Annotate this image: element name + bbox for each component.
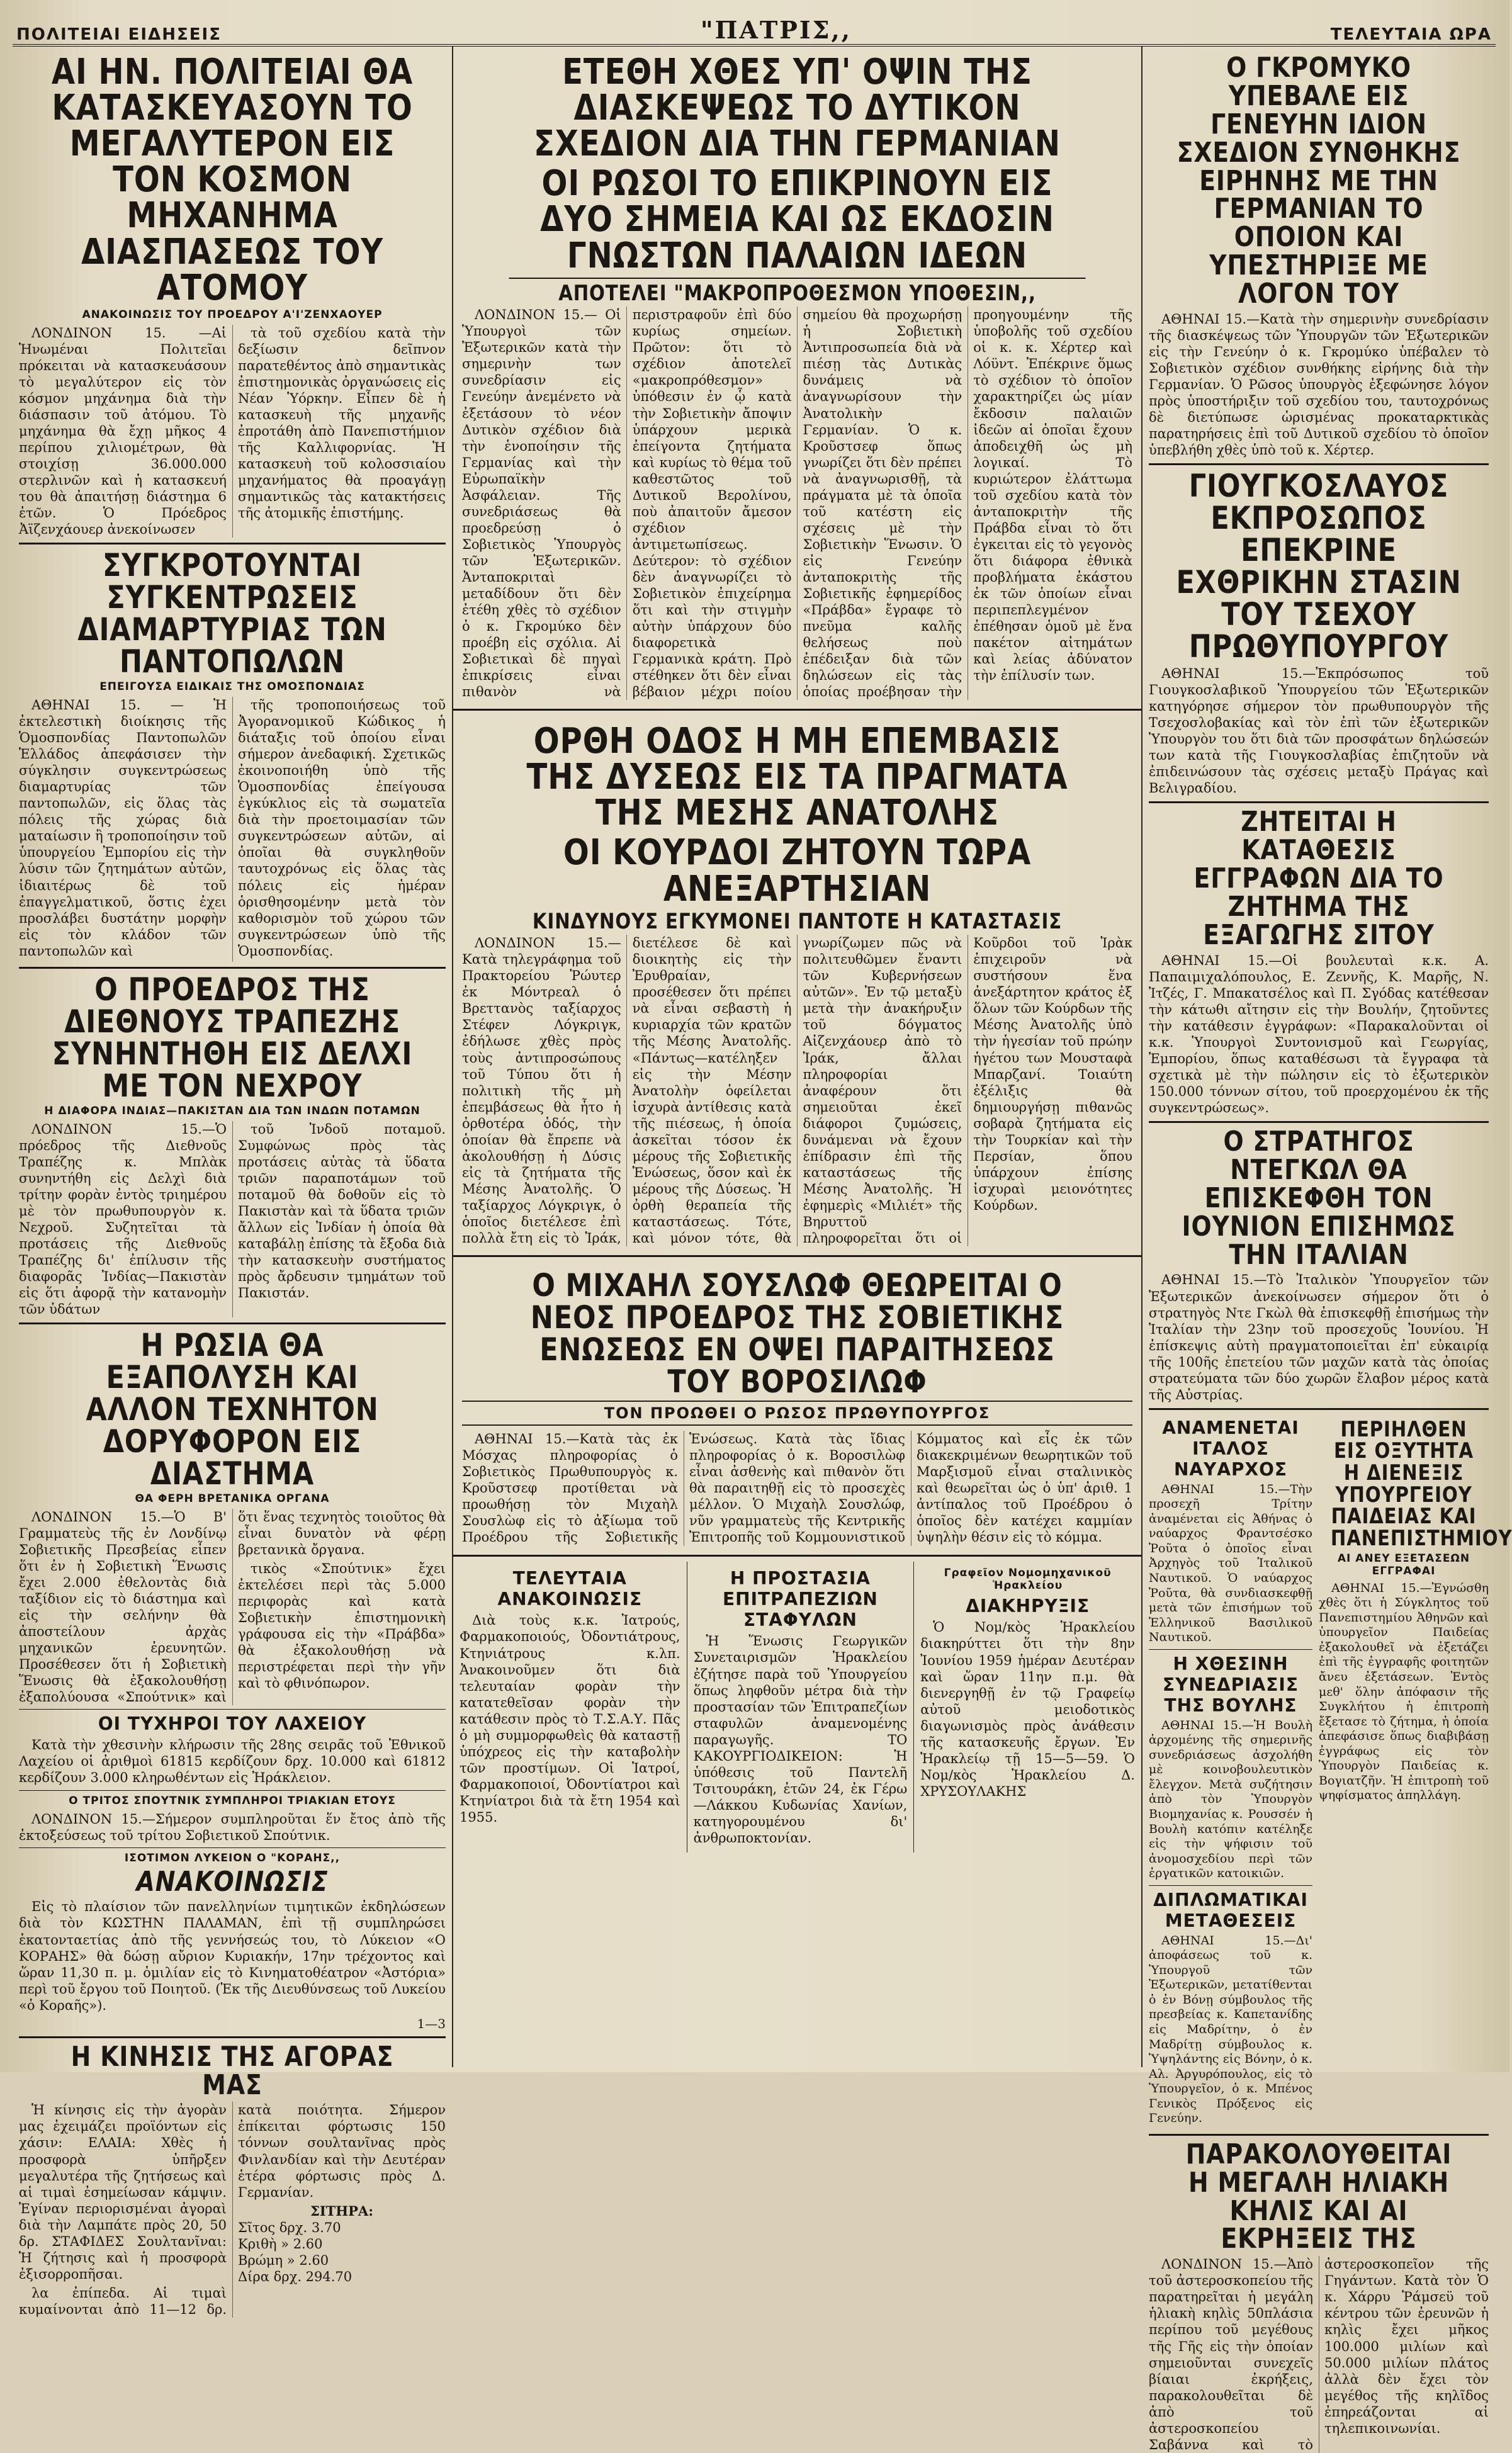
article-headline: ΟΙ ΡΩΣΟΙ ΤΟ ΕΠΙΚΡΙΝΟΥΝ ΕΙΣ ΔΥΟ ΣΗΜΕΙΑ ΚΑΙ ΩΣ ΕΚΔΟΣΙΝ ΓΝΩΣΤΩΝ ΠΑΛΑΙΩΝ ΙΔΕΩΝ xyxy=(540,163,1054,276)
article-headline: Η ΚΙΝΗΣΙΣ ΤΗΣ ΑΓΟΡΑΣ ΜΑΣ xyxy=(71,2040,394,2101)
article-headline: ΟΡΘΗ ΟΔΟΣ Η ΜΗ ΕΠΕΜΒΑΣΙΣ ΤΗΣ ΔΥΣΕΩΣ ΕΙΣ ΤΑ ΠΡΑΓΜΑΤΑ ΤΗΣ ΜΕΣΗΣ ΑΝΑΤΟΛΗΣ xyxy=(526,721,1068,834)
article-university xyxy=(1319,1416,1512,1803)
article-headline: Ο ΜΙΧΑΗΛ ΣΟΥΣΛΩΦ ΘΕΩΡΕΙΤΑΙ Ο ΝΕΟΣ ΠΡΟΕΔΡΟΣ ΤΗΣ ΣΟΒΙΕΤΙΚΗΣ ΕΝΩΣΕΩΣ ΕΝ ΟΨΕΙ ΠΑΡΑΙΤΗΣΕΩΣ ΤΟΥ ΒΟΡΟΣΙΛΩΦ xyxy=(530,1266,1064,1400)
brief-body xyxy=(694,1633,908,1846)
article-headline: ΠΕΡΙΗΛΘΕΝ ΕΙΣ ΟΞΥΤΗΤΑ Η ΔΙΕΝΕΞΙΣ ΥΠΟΥΡΓΕΙΟΥ ΠΑΙΔΕΙΑΣ ΚΑΙ ΠΑΝΕΠΙΣΤΗΜΙΟΥ xyxy=(1330,1416,1512,1552)
article-market xyxy=(19,2040,446,2318)
article-gromyko xyxy=(1149,54,1489,458)
article-body xyxy=(1149,1718,1312,1881)
article-body xyxy=(19,2102,446,2317)
article-body xyxy=(19,697,446,962)
paragraph: τικὸς «Σπούτνικ» ἔχει ἐκτελέσει περὶ τὰς 5.000 περιφορὰς καὶ κατὰ Σοβιετικὴν ἐπιστημονικὴ γράφουσα εἰς τὴν «Πράβδα» θὰ ἐξακολουθήσῃ νὰ περιστρέφεται περὶ τὴν γῆν καὶ τὸ φθινόπωρον. xyxy=(238,1561,446,1691)
article-body xyxy=(19,1737,446,1786)
article-headline: ΣΥΓΚΡΟΤΟΥΝΤΑΙ ΣΥΓΚΕΝΤΡΩΣΕΙΣ ΔΙΑΜΑΡΤΥΡΙΑΣ ΤΩΝ ΠΑΝΤΟΠΩΛΩΝ xyxy=(77,547,387,680)
paragraph: ΑΘΗΝΑΙ 15.—Ἡ Βουλὴ ἀρχομένης τῆς σημερινῆς συνεδριάσεως ἀσχολήθη μὲ κοινοβουλευτικὸν ἔλεγχον. Μετὰ συζήτησιν ἀπὸ τὸν Ὑπουργὸν Βιομηχανίας κ. Ρουσσέν ἡ Βουλὴ κατόπιν κατέληξε εἰς τὴν ψήφισιν τοῦ ἀνομοσχεδίου περὶ τῶν ἐργατικῶν κατοικιῶν. xyxy=(1149,1718,1312,1881)
paragraph: ΑΘΗΝΑΙ 15.—Τὸ Ἰταλικὸν Ὑπουργεῖον τῶν Ἐξωτερικῶν ἀνεκοίνωσεν σήμερον ὅτι ὁ στρατηγὸς Ντε Γκὼλ θὰ ἐπισκεφθῇ ἐπισήμως τὴν Ἰταλίαν τὴν 23ην τοῦ προσεχοῦς Ἰουνίου. Ἡ ἐπίσκεψις αὐτὴ πραγματοποιεῖται ἐπ' εὐκαιρίᾳ τῆς 100ῆς ἐπετείου τῶν μαχῶν κατὰ τὰς ὁποίας στρατεύματα τῶν δύο χωρῶν ἔλαβον μέρος κατὰ τῆς Αὐστρίας. xyxy=(1149,1272,1489,1402)
article-body xyxy=(462,1431,1132,1547)
article-headline: ΑΙ ΗΝ. ΠΟΛΙΤΕΙΑΙ ΘΑ ΚΑΤΑΣΚΕΥΑΣΟΥΝ ΤΟ ΜΕΓΑΛΥΤΕΡΟΝ ΕΙΣ ΤΟΝ ΚΟΣΜΟΝ ΜΗΧΑΝΗΜΑ ΔΙΑΣΠΑΣΕΩΣ ΤΟΥ ΑΤΟΜΟΥ xyxy=(51,52,414,308)
paragraph: ΑΘΗΝΑΙ 15.—Ἐκπρόσωπος τοῦ Γιουγκοσλαβικοῦ Ὑπουργείου τῶν Ἐξωτερικῶν κατηγόρησε σήμερον τὸν πρωθυπουργὸν τῆς Τσεχοσλοβακίας καὶ τὸν ἐπὶ τῶν ἐξωτερικῶν Ὑπουργὸν του ὅτι διὰ τῶν προσφάτων δηλώσεών των κατὰ τῆς Γιουγκοσλαβίας ἐπιζητοῦν νὰ ἐπιδεινώσουν τὰς σχέσεις μεταξὺ Πράγας καὶ Βελιγραδίου. xyxy=(1149,666,1489,796)
article-suslov xyxy=(453,1262,1141,1550)
article-parliament xyxy=(1149,1654,1312,1881)
paragraph: ΑΘΗΝΑΙ 15.—Δι' ἀποφάσεως τοῦ κ. Ὑπουργοῦ τῶν Ἐξωτερικῶν, μετατίθενται ὁ ἐν Βόνῃ σύμβουλος τῆς πρεσβείας κ. Καπετανίδης εἰς Μαδρίτην, ὁ ἐν Μαδρίτῃ σύμβουλος κ. Ὑψηλάντης εἰς Βόνην, ὁ κ. Αλ. Ἀργυρόπουλος, εἰς τὸ Ὑπουργεῖον, ὁ κ. Μπένος Γενικὸς Πρόξενος εἰς Γενεύην. xyxy=(1149,1933,1312,2126)
paragraph: Ἡ Ἕνωσις Γεωργικῶν Συνεταιρισμῶν Ἡρακλείου ἐζήτησε παρὰ τοῦ Ὑπουργείου ὅπως ληφθοῦν μέτρα διὰ τὴν προστασίαν τῶν Ἐπιτραπεζίων σταφυλῶν ἀναμενομένης παραγωγῆς. ΤΟ ΚΑΚΟΥΡΓΙΟΔΙΚΕΙΟΝ: Ἡ ὑπόθεσις τοῦ Παντελῆ Τσιτουράκη, ἐτῶν 24, ἐκ Γέρω—Λάκκου Κυδωνίας Χανίων, κατηγορουμένου δι' ἀνθρωποκτονίαν. xyxy=(693,1633,908,1846)
article-body xyxy=(462,935,1132,1246)
paragraph: τὰ τοῦ σχεδίου κατὰ τὴν δεξίωσιν δεῖπνον παρατεθέντος ἀπὸ σημαντικὰς ἐπιστημονικὰς ὀργανώσεις εἰς Νέαν Ὑόρκην. Εἶπεν δὲ ἡ κατασκευὴ τῆς μηχανῆς ἐπροτάθη ἀπὸ Πανεπιστήμιον τῆς Καλλιφορνίας. Ἡ κατασκευὴ τοῦ κολοσσιαίου μηχανήματος θὰ προαγάγῃ σημαντικῶς τὰς κατακτήσεις τῆς ἀτομικῆς ἐπιστήμης. xyxy=(238,325,446,521)
paragraph: λα ἐπίπεδα. Αἱ τιμαὶ κυμαίνονται ἀπὸ 11—12 δρ. κατὰ ποιότητα. Σήμερον ἐπίκειται φόρτωσις 150 τόννων σουλτανῖνας πρὸς Φινλανδίαν καὶ τὴν Δευτέραν ἑτέρα φόρτωσις πρὸς Δ. Γερμανίαν. xyxy=(19,2102,446,2317)
article-body xyxy=(1149,952,1489,1116)
paragraph: Διὰ τοὺς κ.κ. Ἰατρούς, Φαρμακοποιούς, Ὀδοντιάτρους, Κτηνιάτρους κ.λπ. Ἀνακοινοῦμεν ὅτι διὰ τελευταίαν φορὰν τὴν κατατεθεῖσαν φορὰν τὴν κατάθεσιν πρὸς τὸ Τ.Σ.Α.Υ. Πᾶς ὁ μὴ συμμορφωθεὶς θὰ καταστῇ ὑπόχρεος εἰς τὴν καταβολὴν τῶν προστίμων. Οἱ Ἰατροί, Φαρμακοποιοί, Ὀδοντίατροι καὶ Κτηνίατροι διὰ τὰ ἔτη 1954 καὶ 1955. xyxy=(460,1613,680,1825)
paragraph: ΛΟΝΔΙΝΟΝ 15.—Σήμερον συμπληροῦται ἕν ἔτος ἀπὸ τῆς ἐκτοξεύσεως τοῦ τρίτου Σοβιετικοῦ Σπούτνικ. xyxy=(19,1811,446,1843)
paragraph: Εἰς τὸ πλαίσιον τῶν πανελληνίων τιμητικῶν ἐκδηλώσεων διὰ τὸν ΚΩΣΤΗΝ ΠΑΛΑΜΑΝ, ἐπὶ τῇ συμπληρώσει ἑκατονταετίας ἀπὸ τῆς γεννήσεώς του, τὸ Λύκειον «Ο ΚΟΡΑΗΣ» θὰ δώσῃ αὔριον Κυριακήν, 17ην τρέχοντος καὶ ὥραν 11,30 π. μ. ὁμιλίαν εἰς τὸ Κινηματοθέατρον «Ἀστόρια» περὶ τοῦ ἔργου τοῦ Ποιητοῦ. (Ἐκ τῆς Διευθύνσεως τοῦ Λυκείου «ὁ Κοραῆς»). xyxy=(19,1899,446,2013)
right-split-right xyxy=(1319,1415,1512,2129)
article-headline: ΑΝΑΜΕΝΕΤΑΙ ΙΤΑΛΟΣ ΝΑΥΑΡΧΟΣ xyxy=(1162,1417,1299,1480)
article-yugoslav xyxy=(1149,470,1489,796)
paragraph: ΑΘΗΝΑΙ 15.—Κατὰ τὴν σημερινὴν συνεδρίασιν τῆς διασκέψεως τῶν Ὑπουργῶν τῶν Ἐξωτερικῶν εἰς τὴν Γενεύην ὁ κ. Γκρομύκο ὑπέβαλεν τὸ Σοβιετικὸν σχέδιον συνθήκης εἰρήνης διὰ τὴν Γερμανίαν. Ὁ Ρῶσος ὑπουργὸς ἐξεφώνησε λόγον πρὸς ὑποστήριξιν τοῦ σχεδίου του, ταυτοχρόνως δὲ διετύπωσε ὡρισμένας προκαταρκτικὰς παρατηρήσεις ἐπὶ τοῦ Δυτικοῦ σχεδίου τὸ ὁποῖον ὑπεβλήθη χθὲς ὑπὸ τοῦ κ. Χέρτερ. xyxy=(1149,311,1489,458)
article-kicker: ΑΝΑΚΟΙΝΩΣΙΣ ΤΟΥ ΠΡΟΕΔΡΟΥ Α'Ι'ΖΕΝΧΑΟΥΕΡ xyxy=(82,308,383,321)
article-headline: Ο ΠΡΟΕΔΡΟΣ ΤΗΣ ΔΙΕΘΝΟΥΣ ΤΡΑΠΕΖΗΣ ΣΥΝΗΝΤΗΘΗ ΕΙΣ ΔΕΛΧΙ ΜΕ ΤΟΝ ΝΕΧΡΟΥ xyxy=(52,971,413,1104)
paragraph: Ἡ κίνησις εἰς τὴν ἀγορὰν μας ἐχειμάζει προϊόντων εἰς χάσιν: ΕΛΑΙΑ: Χθὲς ἡ προσφορὰ ὑπῆρξεν μεγαλυτέρα τῆς ζητήσεως καὶ αἱ τιμαὶ ἐσημείωσαν κάμψιν. Ἐγίναν περιορισμέναι ἀγοραὶ διὰ τὴν Λαμπάτε πρὸς 20, 50 δρ. ΣΤΑΦΙΔΕΣ Σουλτανῖναι: Ἡ ζήτησις καὶ ἡ προσφορὰ ἐξισορροπῆσαι. xyxy=(19,2102,227,2282)
article-body xyxy=(19,1898,446,2013)
paragraph: ΑΘΗΝΑΙ 15.—Ἐγνώσθη χθὲς ὅτι ἡ Σύγκλητος τοῦ Πανεπιστημίου Ἀθηνῶν καὶ ὑπουργεῖον Παιδείας ἐξακολουθεῖ νὰ ἐξετάζει ἐπὶ τῆς ἐγγραφῆς φοιτητῶν ἄνευ ἐξετάσεων. Ἐντὸς μεθ' ὅλην ἀπόφασιν τῆς Συγκλήτου ἡ ἐπιτροπὴ ἔξετασε τὸ ζήτημα, ἡ ὁποία ἀπεφάσισε ὅπως διαβιβάσῃ ἐγγράφως εἰς τὸν Ὑπουργὸν Παιδείας κ. Βογιατζῆν. Ἡ ἐπιτροπὴ τοῦ ψηφίσματος ἀπηλλάγη. xyxy=(1319,1581,1489,1803)
announcement-label: ΙΣΟΤΙΜΟΝ ΛΥΚΕΙΟΝ Ο "ΚΟΡΑΗΣ,, xyxy=(124,1851,341,1864)
paragraph: ΛΟΝΔΙΝΟΝ 15.— Οἱ Ὑπουργοὶ τῶν Ἐξωτερικῶν κατὰ τὴν σημερινὴν των συνεδρίασιν εἰς Γενεύην ἀνεμένετο νὰ ἐξετάσουν τὸ νέον Δυτικὸν σχέδιον διὰ τὴν ἑνοποίησιν τῆς Γερμανίας καὶ τὴν Εὐρωπαϊκὴν Ἀσφάλειαν. Τῆς συνεδριάσεως θὰ προεδρεύσῃ ὁ Σοβιετικὸς Ὑπουργὸς τῶν Ἐξωτερικῶν. Ἀνταποκριταὶ μεταδίδουν ὅτι δὲν ἐτέθη χθὲς τὸ σχέδιον ὁ κ. Γκρομύκο δὲν προέβη εἰς σχόλια. Αἱ Σοβιετικαὶ δὲ πηγαὶ ἐπικρίσεις εἶναι πιθανὸν νὰ περιστραφοῦν ἐπὶ δύο κυρίως σημείων. Πρῶτον: ὅτι τὸ σχέδιον ἀποτελεῖ «μακροπρόθεσμον» ὑπόθεσιν ἐν ᾧ κατὰ τὴν Σοβιετικὴν ἄποψιν ὑπάρχουν μερικὰ ἐπείγοντα ζητήματα καὶ κυρίως τὸ θέμα τοῦ καθεστῶτος τοῦ Δυτικοῦ Βερολίνου, ποὺ ἀπαιτοῦν ἄμεσον σχέδιον ἀντιμετωπίσεως. Δεύτερον: τὸ σχέδιον δὲν ἀναγνωρίζει τὸ Σοβιετικὸν ἐπιχείρημα ὅτι καὶ τὴν στιγμὴν αὐτὴν ὑπάρχουν δύο διαφορετικὰ Γερμανικὰ κράτη. Πρὸ στέθηκεν ὅτι δὲν εἶναι βέβαιον μέχρι ποίου σημείου θὰ προχωρήσῃ ἡ Σοβιετικὴ Ἀντιπροσωπεία διὰ νὰ πιέσῃ τὰς Δυτικὰς δυνάμεις νὰ ἀναγνωρίσουν τὴν Ἀνατολικὴν Γερμανίαν. Ὁ κ. Κροῦστσεφ ὅπως γνωρίζει ὅτι δὲν πρέπει νὰ ἀναγνωρισθῇ, τὰ πράγματα μὲ τὰ ὁποῖα τοῦ κατέστη εἰς σχέσεις μὲ τὴν Σοβιετικὴν Ἕνωσιν. Ὁ εἰς Γενεύην ἀνταποκριτὴς τῆς Σοβιετικῆς ἐφημερίδος «Πράβδα» ἔγραφε τὸ πνεῦμα καλῆς θελήσεως ποὺ ἐπέδειξαν διὰ τῶν δηλώσεων εἰς τὰς ὁποίας προέβησαν τὴν προηγουμένην τῆς ὑποβολῆς τοῦ σχεδίου οἱ κ. κ. Χέρτερ καὶ Λόϋντ. Ἐπέκρινε ὅμως τὸ σχέδιον τὸ ὁποῖον χαρακτηρίζει ὡς μίαν ἔκδοσιν παλαιῶν ἰδεῶν αἱ ὁποῖαι ἔχουν ἀποδειχθῆ ὡς μὴ λογικαί. Τὸ κυριώτερον ἐλάττωμα τοῦ σχεδίου κατὰ τὸν ἀνταποκριτὴν τῆς Πράβδα εἶναι τὸ ὅτι ἐγκειται εἰς τὸ γεγονὸς ὅτι διάφορα ἐθνικὰ προβλήματα ἑκάστου ἐκ τῶν ὁποίων εἶναι περιπεπλεγμένον ἐπέθησαν ὁμοῦ μὲ ἕνα πακέτον αἰτημάτων καὶ λείας ἀδύνατον τὴν ἐπίλυσίν των. xyxy=(462,307,1132,700)
paragraph: ΛΟΝΔΙΝΟΝ 15.—Ὁ πρόεδρος τῆς Διεθνοῦς Τραπέζης κ. Μπλὰκ συνηντήθη εἰς Δελχὶ διὰ τρίτην φορὰν ἐντὸς τριημέρου μὲ τὸν πρωθυπουργὸν κ. Νεχροῦ. Συζητεῖται τὰ προτάσεις τῆς Διεθνοῦς Τραπέζης δι' ἐπίλυσιν τῆς διαφορᾶς Ἰνδίας—Πακιστὰν εἰς ὅτι ἀφορᾷ τὴν κατανομὴν τῶν ὑδάτων xyxy=(19,1121,227,1317)
brief-kicker: Γραφεῖον Νομομηχανικοῦ Ἡρακλείου xyxy=(944,1567,1112,1593)
article-diplomats xyxy=(1149,1890,1312,2126)
article-kicker: ΑΙ ΑΝΕΥ ΕΞΕΤΑΣΕΩΝ ΕΓΓΡΑΦΑΙ xyxy=(1337,1552,1470,1577)
article-kicker: ΕΠΕΙΓΟΥΣΑ ΕΙΔΙΚΑΙΣ ΤΗΣ ΟΜΟΣΠΟΝΔΙΑΣ xyxy=(99,680,365,694)
grain-row: Σῖτος δρχ. 3.70 xyxy=(238,2219,341,2235)
article-middle-east xyxy=(453,716,1141,1250)
section-title-right: ΤΕΛΕΥΤΑΙΑ ΩΡΑ xyxy=(1330,25,1492,44)
article-body xyxy=(1149,2256,1489,2452)
brief-grapes xyxy=(687,1562,915,1852)
article-body xyxy=(1149,1482,1312,1645)
grain-row: Βρώμη » 2.60 xyxy=(238,2252,329,2268)
brief-headline: ΤΕΛΕΥΤΑΙΑ ΑΝΑΚΟΙΝΩΣΙΣ xyxy=(497,1568,643,1610)
section-title: ΠΟΛΙΤΕΙΑΙ ΕΙΔΗΣΕΙΣ xyxy=(16,25,222,44)
paragraph: ΑΘΗΝΑΙ 15.—Οἱ βουλευταὶ κ.κ. Α. Παπαιμιχαλόπουλος, Ε. Ζεννῆς, Κ. Μαρῆς, Ν. Ἰτζές, Γ. Μπακατσέλος καὶ Π. Σγόδας κατέθεσαν τὴν κάτωθι αἴτησιν εἰς τὴν Βουλήν, ζητοῦντες τὴν κατάθεσιν ἐγγράφων: «Παρακαλοῦνται οἱ κ.κ. Ὑπουργοὶ Συντονισμοῦ καὶ Γεωργίας, Ἐμπορίου, ὅπως καταθέσωσι τὰ ἔγγραφα τὰ σχετικὰ μὲ τὴν πώλησιν εἰς τὸ ἐξωτερικὸν 150.000 τόννων σίτου, τοῦ προερχομένου ἐκ τῆς συγκεντρώσεως». xyxy=(1149,952,1489,1116)
masthead xyxy=(13,9,1496,47)
article-headline: ΓΙΟΥΓΚΟΣΛΑΥΟΣ ΕΚΠΡΟΣΩΠΟΣ ΕΠΕΚΡΙΝΕ ΕΧΘΡΙΚΗΝ ΣΤΑΣΙΝ ΤΟΥ ΤΣΕΧΟΥ ΠΡΩΘΥΠΟΥΡΓΟΥ xyxy=(1176,468,1462,665)
article-headline: Ο ΤΡΙΤΟΣ ΣΠΟΥΤΝΙΚ ΣΥΜΠΛΗΡΟΙ ΤΡΙΑΚΙΑΝ ΕΤΟΥΣ xyxy=(69,1794,396,1807)
article-kicker: Η ΔΙΑΦΟΡΑ ΙΝΔΙΑΣ—ΠΑΚΙΣΤΑΝ ΔΙΑ ΤΩΝ ΙΝΔΩΝ ΠΟΤΑΜΩΝ xyxy=(44,1104,420,1117)
article-grocers xyxy=(19,547,446,962)
grain-row: Δίρα δρχ. 294.70 xyxy=(238,2269,353,2284)
article-headline: Ο ΣΤΡΑΤΗΓΟΣ ΝΤΕΓΚΩΛ ΘΑ ΕΠΙΣΚΕΦΘΗ ΤΟΝ ΙΟΥΝΙΟΝ ΕΠΙΣΗΜΩΣ ΤΗΝ ΙΤΑΛΙΑΝ xyxy=(1182,1125,1456,1271)
center-column xyxy=(453,47,1142,2067)
brief-body xyxy=(920,1619,1135,1799)
article-body xyxy=(1149,311,1489,458)
grain-label: ΣΙΤΗΡΑ: xyxy=(310,2202,373,2219)
article-headline: Ο ΓΚΡΟΜΥΚΟ ΥΠΕΒΑΛΕ ΕΙΣ ΓΕΝΕΥΗΝ ΙΔΙΟΝ ΣΧΕΔΙΟΝ ΣΥΝΘΗΚΗΣ ΕΙΡΗΝΗΣ ΜΕ ΤΗΝ ΓΕΡΜΑΝΙΑΝ ΤΟ ΟΠΟΙΟΝ ΚΑΙ ΥΠΕΣΤΗΡΙΞΕ ΜΕ ΛΟΓΟΝ ΤΟΥ xyxy=(1176,52,1461,310)
article-body xyxy=(1149,1934,1312,2126)
left-column xyxy=(13,47,453,2317)
article-body xyxy=(1319,1581,1489,1803)
article-body xyxy=(1149,1272,1489,1402)
right-split-left xyxy=(1149,1415,1312,2129)
article-sunspot xyxy=(1149,2138,1489,2453)
paragraph: ΛΟΝΔΙΝΟΝ 15.—Ὁ Β' Γραμματεὺς τῆς ἐν Λονδίνῳ Σοβιετικῆς Πρεσβείας εἶπεν ὅτι ἐν ἡ Σοβιετικὴ Ἕνωσις ἔχει 2.000 ἐθελοντὰς διὰ ταξίδιον εἰς τὸ διάστημα καὶ εἰς τὴν σελήνην θὰ ἀποστείλουν ἀρχὰς μηχανικῶν ἐρευνητῶν. Προσέθεσεν ὅτι ἡ Σοβιετικὴ Ἕνωσις θὰ ἐξακολουθήσῃ ἐξαπολύουσα «Σπούτνικ» καὶ ὅτι ἕνας τεχνητὸς τοιοῦτος θὰ εἶναι δυνατὸν νὰ φέρῃ βρετανικὰ ὄργανα. xyxy=(19,1509,446,1705)
announcement-headline: ΑΝΑΚΟΙΝΩΣΙΣ xyxy=(136,1865,329,1898)
article-admiral xyxy=(1149,1418,1312,1645)
article-headline: Η ΧΘΕΣΙΝΗ ΣΥΝΕΔΡΙΑΣΙΣ ΤΗΣ ΒΟΥΛΗΣ xyxy=(1163,1653,1299,1716)
article-body xyxy=(19,325,446,538)
article-body xyxy=(19,1509,446,1705)
paragraph: τῆς τροποποιήσεως τοῦ Ἀγορανομικοῦ Κώδικος ἡ διάταξις τοῦ ὁποίου εἶναι σήμερον ἀνεδαφική. Σχετικῶς ἐκοινοποιήθη ὑπὸ τῆς Ὁμοσπονδίας ἐπείγουσα ἐγκύκλιος εἰς τὰ σωματεῖα διὰ τὴν προετοιμασίαν τῶν συγκεντρώσεων αὐτῶν, αἱ ὁποῖαι θὰ συγκληθοῦν ταυτοχρόνως εἰς ὅλας τὰς πόλεις εἰς ἡμέραν ὁρισθησομένην μετὰ τὸν καθορισμὸν τοῦ χώρου τῶν συγκεντρώσεων ὑπὸ τῆς Ὁμοσπονδίας. xyxy=(238,697,446,959)
paragraph: ΛΟΝΔΙΝΟΝ 15. —Αἱ Ἡνωμέναι Πολιτεῖαι πρόκειται νὰ κατασκευάσουν τὸ μεγαλύτερον εἰς τὸν κόσμον μηχάνημα διὰ τὴν διάσπασιν τοῦ ἀτόμου. Τὸ μηχάνημα θὰ ἔχῃ μῆκος 4 περίπου χιλιομέτρων, θὰ στοιχίσῃ 36.000.000 στερλινῶν καὶ ἡ κατασκευή του θὰ ἀπαιτήσῃ διάστημα 6 ἐτῶν. Ὁ Πρόεδρος Ἀϊζενχάουερ ἀνεκοίνωσεν xyxy=(19,325,227,538)
article-body xyxy=(1149,665,1489,796)
brief-tender xyxy=(914,1562,1141,1852)
paragraph: ΑΘΗΝΑΙ 15.—Τὴν προσεχῆ Τρίτην ἀναμένεται εἰς Ἀθήνας ὁ ναύαρχος Φραντσέσκο Ῥοῦτα ὁ ὁποῖος εἶναι Ἀρχηγὸς τοῦ Ἰταλικοῦ Ναυτικοῦ. Ὁ ναύαρχος Ῥοῦτα, θὰ συνδιασκεφθῇ μετὰ τῶν ἐπισήμων τοῦ Ἑλληνικοῦ Βασιλικοῦ Ναυτικοῦ. xyxy=(1149,1482,1312,1645)
article-western-plan xyxy=(453,47,1141,704)
article-lottery xyxy=(19,1713,446,1786)
brief-headline: Η ΠΡΟΣΤΑΣΙΑ ΕΠΙΤΡΑΠΕΖΙΩΝ ΣΤΑΦΥΛΩΝ xyxy=(723,1568,878,1631)
article-headline: ΕΤΕΘΗ ΧΘΕΣ ΥΠ' ΟΨΙΝ ΤΗΣ ΔΙΑΣΚΕΨΕΩΣ ΤΟ ΔΥΤΙΚΟΝ ΣΧΕΔΙΟΝ ΔΙΑ ΤΗΝ ΓΕΡΜΑΝΙΑΝ xyxy=(534,52,1061,165)
page-columns xyxy=(13,47,1512,2452)
briefs-row xyxy=(453,1562,1141,1852)
article-wheat-export xyxy=(1149,808,1489,1116)
brief-body xyxy=(460,1612,680,1825)
article-headline: ΟΙ ΤΥΧΗΡΟΙ ΤΟΥ ΛΑΧΕΙΟΥ xyxy=(98,1713,367,1735)
article-kicker: ΤΟΝ ΠΡΟΩΘΕΙ Ο ΡΩΣΟΣ ΠΡΩΘΥΠΟΥΡΓΟΣ xyxy=(462,1401,1132,1426)
paragraph: τοῦ Ἰνδοῦ ποταμοῦ. Συμφώνως πρὸς τὰς προτάσεις αὐτὰς τὰ ὕδατα τριῶν παραποτάμων τοῦ ποταμοῦ θὰ δοθοῦν εἰς τὸ Πακιστὰν καὶ τὰ ὕδατα τριῶν ἄλλων εἰς Ἰνδίαν ἡ ὁποία θὰ καταβάλῃ ἐπίσης τὰ ἔξοδα διὰ τὴν κατασκευὴν συστήματος πρὸς ἄρδευσιν τμημάτων τοῦ Πακιστάν. xyxy=(238,1121,446,1300)
announcement-korais xyxy=(19,1852,446,2031)
article-subheadline: ΚΙΝΔΥΝΟΥΣ ΕΓΚΥΜΟΝΕΙ ΠΑΝΤΟΤΕ Η ΚΑΤΑΣΤΑΣΙΣ xyxy=(532,908,1063,934)
article-headline: ΔΙΠΛΩΜΑΤΙΚΑΙ ΜΕΤΑΘΕΣΕΙΣ xyxy=(1153,1889,1308,1931)
article-de-gaulle xyxy=(1149,1125,1489,1403)
brief-announcement xyxy=(453,1562,687,1852)
announcement-signature: 1—3 xyxy=(417,2016,446,2031)
article-kicker: ΘΑ ΦΕΡΗ ΒΡΕΤΑΝΙΚΑ ΟΡΓΑΝΑ xyxy=(135,1492,330,1506)
article-world-bank xyxy=(19,971,446,1317)
article-atom-machine xyxy=(19,54,446,538)
article-subheadline: ΑΠΟΤΕΛΕΙ "ΜΑΚΡΟΠΡΟΘΕΣΜΟΝ ΥΠΟΘΕΣΙΝ,, xyxy=(509,278,1086,305)
paragraph: ΑΘΗΝΑΙ 15. — Ἡ ἐκτελεστικὴ διοίκησις τῆς Ὁμοσπονδίας Παντοπωλῶν Ἑλλάδος ἀπεφάσισεν τὴν σύγκλησιν συγκεντρώσεως διαμαρτυρίας τῶν παντοπωλῶν, εἰς ὅλας τὰς πόλεις τῆς χώρας διὰ ματαίωσιν ἢ τροποποίησιν τοῦ ὑπουργείου Ἐμπορίου εἰς τὴν λύσιν τῶν ζητημάτων αὐτῶν, ἰδιαιτέρως δὲ τοῦ ἐπαγγελματικοῦ, ὅστις ἐχει προσλάβει δυστάτην μορφὴν εἰς τὸν κλάδον τῶν παντοπωλῶν καὶ xyxy=(19,697,227,959)
grain-row: Κριθὴ » 2.60 xyxy=(238,2236,323,2252)
article-headline: ΠΑΡΑΚΟΛΟΥΘΕΙΤΑΙ Η ΜΕΓΑΛΗ ΗΛΙΑΚΗ ΚΗΛΙΣ ΚΑΙ ΑΙ ΕΚΡΗΞΕΙΣ ΤΗΣ xyxy=(1185,2138,1452,2255)
article-body xyxy=(19,1121,446,1317)
paragraph: Ὁ Νομ/κὸς Ἡρακλείου διακηρύττει ὅτι τὴν 8ην Ἰουνίου 1959 ἡμέραν Δευτέραν καὶ ὥραν 11ην π.μ. θὰ διενεργηθῇ ἐν τῷ Γραφείῳ αὐτοῦ μειοδοτικὸς διαγωνισμὸς πρὸς ἀνάθεσιν τῆς κατασκευῆς ἔργων. Ἐν Ἡρακλείῳ τῇ 15—5—59. Ὁ Νομ/κὸς Ἡρακλείου Δ. ΧΡΥΣΟΥΛΑΚΗΣ xyxy=(920,1620,1135,1799)
paragraph: Κατὰ τὴν χθεσινὴν κλήρωσιν τῆς 28ης σειρᾶς τοῦ Ἐθνικοῦ Λαχείου οἱ ἀριθμοὶ 61815 κερδίζουν δρχ. 10.000 καὶ 61812 κερδίζουν 3.000 κληρωθέντων εἰς Ἡράκλειον. xyxy=(19,1737,446,1786)
article-body xyxy=(462,307,1132,700)
paragraph: ΛΟΝΔΙΝΟΝ 15.—Κατὰ τηλεγράφημα τοῦ Πρακτορείου Ῥώυτερ ἐκ Μόντρεαλ ὁ Βρεττανὸς ταξίαρχος Στέφεν Λόγκριγκ, ἐδήλωσε χθὲς πρὸς τοὺς ἀντιπροσώπους τοῦ Τύπου ὅτι ἡ πολιτικὴ τῆς μὴ ἐπεμβάσεως θὰ ἦτο ἡ ὀρθοτέρα ὁδός, τὴν ὁποίαν θὰ ἔπρεπε νὰ ἀκολουθήσῃ ἡ Δύσις εἰς τὰ ζητήματα τῆς Μέσης Ἀνατολῆς. Ὁ ταξίαρχος Λόγκριγκ, ὁ ὁποῖος διετέλεσε ἐπὶ πολλὰ ἔτη εἰς τὸ Ἰράκ, διετέλεσε δὲ καὶ διοικητὴς εἰς τὴν Ἐρυθραίαν, προσέθεσεν ὅτι πρέπει νὰ εἶναι σεβαστὴ ἡ κυριαρχία τῶν κρατῶν τῆς Μέσης Ἀνατολῆς. «Πάντως—κατέληξεν εἰς τὴν Μέσην Ἀνατολὴν ὁφείλεται ἰσχυρὰ ἀντίθεσις κατὰ τῆς πιέσεως, ἡ ὁποία ἀσκεῖται τόσον ἐκ μέρους τῆς Σοβιετικῆς Ἑνώσεως, ὅσον καὶ ἐκ μέρους τῆς Δύσεως. Ἡ ὀρθὴ θεραπεία τῆς καταστάσεως. Τότε, καὶ μόνον τότε, θὰ γνωρίζωμεν πῶς νὰ πολιτευθῶμεν ἔναντι τῶν Κυβερνήσεων αὐτῶν». Ἐν τῷ μεταξὺ μετὰ τὴν ἀνακήρυξιν τοῦ δόγματος Αἰζενχάουερ ἀπὸ τὸ Ἰράκ, ἄλλαι πληροφορίαι ἀναφέρουν ὅτι σημειοῦται ἐκεῖ διάφοροι ζυμώσεις, δυνάμεναι νὰ ἔχουν ἐπίδρασιν ἐπὶ τῆς καταστάσεως τῆς Μέσης Ἀνατολῆς. Ἡ ἐφημερὶς «Μιλιέτ» τῆς Βηρυττοῦ πληροφορεῖται ὅτι οἱ Κοῦρδοι τοῦ Ἰρὰκ ἐπιχειροῦν νὰ συστήσουν ἕνα ἀνεξάρτητον κράτος ἐξ ὅλων τῶν Κούρδων τῆς Μέσης Ἀνατολῆς ὑπὸ τὴν ἡγεσίαν τοῦ πρώην ἡγέτου των Μουσταφὰ Μπαρζανί. Τοιαύτη ἐξέλιξις θὰ δημιουργήσῃ πιθανῶς σοβαρὰ ζητήματα εἰς τὴν Τουρκίαν καὶ τὴν Περσίαν, ὅπου ὑπάρχουν ἐπίσης ἰσχυραὶ μειονότητες Κούρδων. xyxy=(462,935,1132,1246)
paragraph: ΛΟΝΔΙΝΟΝ 15.—Ἀπὸ τοῦ ἀστεροσκοπείου τῆς παρατηρεῖται ἡ μεγάλη ἡλιακὴ κηλὶς 50πλάσια περίπου τοῦ μεγέθους τῆς Γῆς εἰς τὴν ὁποίαν σημειοῦνται συνεχεῖς βίαιαι ἐκρήξεις, παρακολουθεῖται δὲ ἀπὸ τοῦ ἀστεροσκοπείου Σαβάννα καὶ τὸ ἀστεροσκοπεῖον τῆς Γηγάντων. Κατὰ τὸν Ὁ κ. Χάρρυ Ῥάμσεϋ τοῦ κέντρου τῶν ἐρευνῶν ἡ κηλὶς ἔχει μῆκος 100.000 μιλίων καὶ 50.000 μιλίων πλάτος ἀλλὰ δὲν ἔχει τὸν μεγέθος τῆς κηλῖδος ἐπηρεάζονται αἱ τηλεπικοινωνίαι. xyxy=(1149,2257,1489,2452)
article-body xyxy=(19,1811,446,1844)
article-sputnik xyxy=(19,1795,446,1844)
article-headline: ΟΙ ΚΟΥΡΔΟΙ ΖΗΤΟΥΝ ΤΩΡΑ ΑΝΕΞΑΡΤΗΣΙΑΝ xyxy=(563,832,1032,910)
right-split xyxy=(1149,1415,1512,2129)
article-headline: Η ΡΩΣΙΑ ΘΑ ΕΞΑΠΟΛΥΣΗ ΚΑΙ ΑΛΛΟΝ ΤΕΧΝΗΤΟΝ ΔΟΡΥΦΟΡΟΝ ΕΙΣ ΔΙΑΣΤΗΜΑ xyxy=(86,1327,379,1492)
article-satellite xyxy=(19,1329,446,1705)
brief-headline: ΔΙΑΚΗΡΥΞΙΣ xyxy=(966,1596,1090,1617)
paragraph: ΑΘΗΝΑΙ 15.—Κατὰ τὰς ἐκ Μόσχας πληροφορίας ὁ Σοβιετικὸς Πρωθυπουργὸς κ. Κροῦστσεφ προτίθεται νὰ προωθήσῃ τὸν Μιχαὴλ Σουσλὼφ εἰς τὸ ἀξίωμα τοῦ Προέδρου τῆς Σοβιετικῆς Ἑνώσεως. Κατὰ τὰς ἴδιας πληροφορίας ὁ κ. Βοροσιλὼφ εἶναι ἀσθενὴς καὶ πιθανὸν ὅτι θὰ παραιτηθῇ εἰς τὸ προσεχὲς μέλλον. Ὁ Μιχαὴλ Σουσλώφ, νῦν γραμματεὺς τῆς Κεντρικῆς Ἐπιτροπῆς τοῦ Κομμουνιστικοῦ Κόμματος καὶ εἷς ἐκ τῶν διακεκριμένων θεωρητικῶν τοῦ Μαρξισμοῦ εἶναι σταλινικὸς καὶ θεωρεῖται ὡς ὁ ὑπ' ἀριθ. 1 ἀντίπαλος τοῦ Προέδρου ὁ ὁποῖος δὲν κατέχει καμμίαν ὑψηλὴν θέσιν εἰς τὸ κόμμα. xyxy=(462,1431,1132,1545)
right-column xyxy=(1142,47,1512,2452)
article-headline: ΖΗΤΕΙΤΑΙ Η ΚΑΤΑΘΕΣΙΣ ΕΓΓΡΑΦΩΝ ΔΙΑ ΤΟ ΖΗΤΗΜΑ ΤΗΣ ΕΞΑΓΩΓΗΣ ΣΙΤΟΥ xyxy=(1193,806,1444,951)
newspaper-name: "ΠΑΤΡΙΣ,, xyxy=(700,16,852,44)
